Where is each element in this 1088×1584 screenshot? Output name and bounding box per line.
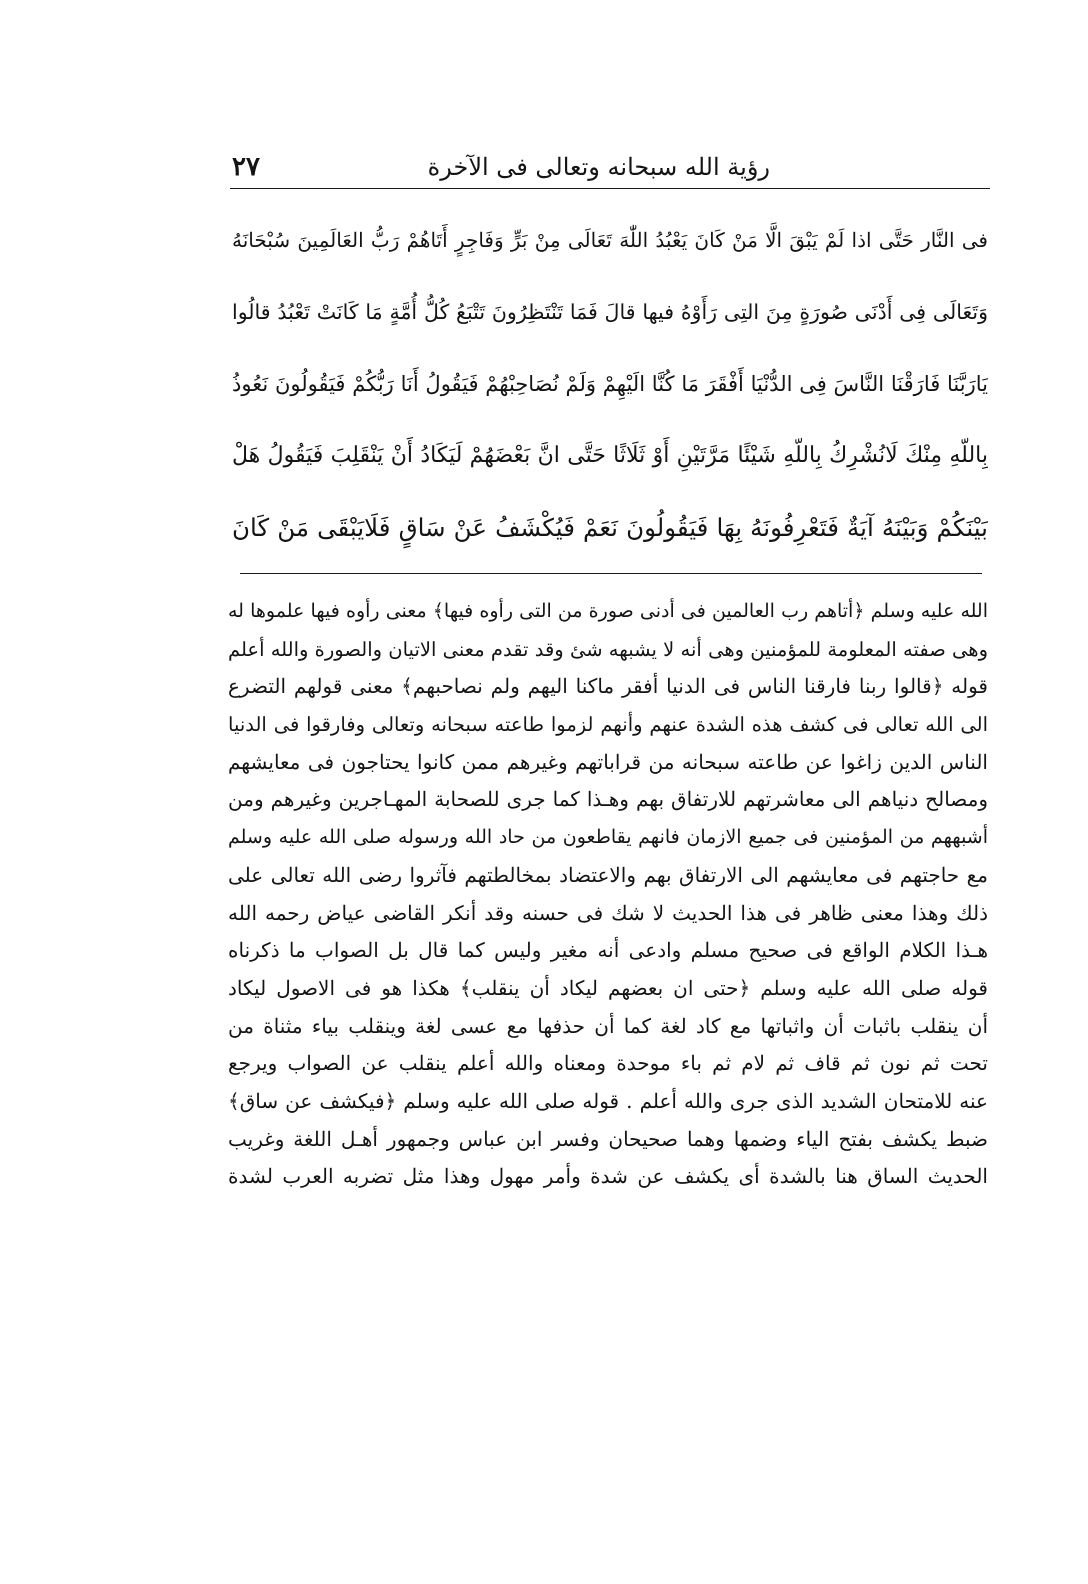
hadith-line: وَتَعَالَى فِى أَدْنَى صُورَةٍ مِنَ التِى رَأَوْهُ فيها قالَ فَمَا تَنْتَظِرُونَ تَتْبَعُ كُلُّ أُمَّةٍ مَا كَانَتْ تَعْبُدُ قالُوا: [232, 300, 988, 324]
commentary-line: عنه للامتحان الشديد الذى جرى والله أعلم . قوله صلى الله عليه وسلم ﴿فيكشف عن ساق﴾: [228, 1088, 988, 1113]
commentary-line: وهى صفته المعلومة للمؤمنين وهى أنه لا يشبهه شئ وقد تقدم معنى الاتيان والصورة والله أعلم: [228, 637, 988, 661]
commentary-line: تحت ثم نون ثم قاف ثم لام ثم باء موحدة ومعناه والله أعلم ينقلب عن الصواب ويرجع: [228, 1051, 988, 1076]
commentary-line: هـذا الكلام الواقع فى صحيح مسلم وادعى أنه مغير وليس كما قال بل الصواب ما ذكرناه: [228, 938, 988, 963]
commentary-line: الله عليه وسلم ﴿أتاهم رب العالمين فى أدنى صورة من التى رأوه فيها﴾ معنى رأوه فيها علموها له: [228, 600, 988, 622]
hadith-text: [232, 204, 988, 564]
hadith-line: فى النَّار حَتَّى اذا لَمْ يَبْقَ الَّا مَنْ كَانَ يَعْبُدُ اللّٰهَ تَعَالَى مِنْ بَرٍّ وَفَاجِرٍ أَتَاهُمْ رَبُّ العَالَمِينَ سُبْحَانَهُ: [232, 228, 988, 252]
commentary-line: ضبط يكشف بفتح الياء وضمها وهما صحيحان وفسر ابن عباس وجمهور أهـل اللغة وغريب: [228, 1126, 988, 1151]
hadith-line: يَارَبَّنَا فَارَقْنَا النَّاسَ فِى الدُّنْيَا أَفْقَرَ مَا كُنَّا الَيْهِمْ وَلَمْ نُصَاحِبْهُمْ فَيَقُولُ أَنَا رَبُّكُمْ فَيَقُولُونَ نَعُوذُ: [232, 372, 988, 396]
page-number: ٢٧: [232, 152, 260, 182]
commentary-line: الحديث الساق هنا بالشدة أى يكشف عن شدة وأمر مهول وهذا مثل تضربه العرب لشدة: [228, 1164, 988, 1189]
commentary-line: ذلك وهذا معنى ظاهر فى هذا الحديث لا شك فى حسنه وقد أنكر القاضى عياض رحمه الله: [228, 900, 988, 925]
commentary-line: أن ينقلب باثبات أن واثباتها مع كاد لغة كما أن حذفها مع عسى لغة وينقلب بياء مثناة من: [228, 1013, 988, 1038]
commentary-line: مع حاجتهم فى معايشهم الى الارتفاق بهم والاعتضاد بمخالطتهم فآثروا رضى الله تعالى على: [228, 862, 988, 887]
commentary-text: [228, 593, 988, 1196]
commentary-line: أشبههم من المؤمنين فى جميع الازمان فانهم يقاطعون من حاد الله ورسوله صلى الله عليه وسلم: [228, 826, 988, 849]
section-divider: [240, 573, 982, 574]
page-header: [232, 138, 992, 182]
hadith-line: بِاللّهِ مِنْكَ لَانُشْرِكُ بِاللّهِ شَيْئًا مَرَّتَيْنِ أَوْ ثَلَاثًا حَتَّى انَّ بَعْضَهُمْ لَيَكَادُ أَنْ يَنْقَلِبَ فَيَقُولُ هَلْ: [232, 443, 988, 468]
commentary-line: الى الله تعالى فى كشف هذه الشدة عنهم وأنهم لزموا طاعته سبحانه وتعالى وفارقوا فى الدنيا: [228, 713, 988, 737]
running-title: رؤية الله سبحانه وتعالى فى الآخرة: [427, 153, 770, 181]
header-rule: [230, 188, 990, 189]
commentary-line: قوله صلى الله عليه وسلم ﴿حتى ان بعضهم ليكاد أن ينقلب﴾ هكذا هو فى الاصول ليكاد: [228, 975, 988, 1000]
commentary-line: ومصالح دنياهم الى معاشرتهم للارتفاق بهم وهـذا كما جرى للصحابة المهـاجرين وغيرهم ومن: [228, 787, 988, 812]
hadith-line: بَيْنَكُمْ وَبَيْنَهُ آيَةٌ فَتَعْرِفُونَهُ بِهَا فَيَقُولُونَ نَعَمْ فَيُكْشَفُ عَنْ سَاقٍ فَلَايَبْقَى مَنْ كَانَ: [232, 513, 988, 542]
commentary-line: قوله ﴿قالوا ربنا فارقنا الناس فى الدنيا أفقر ماكنا اليهم ولم نصاحبهم﴾ معنى قولهم التضرع: [228, 674, 988, 699]
commentary-line: الناس الدين زاغوا عن طاعته سبحانه من قراباتهم وغيرهم ممن كانوا يحتاجون فى معايشهم: [228, 749, 988, 774]
